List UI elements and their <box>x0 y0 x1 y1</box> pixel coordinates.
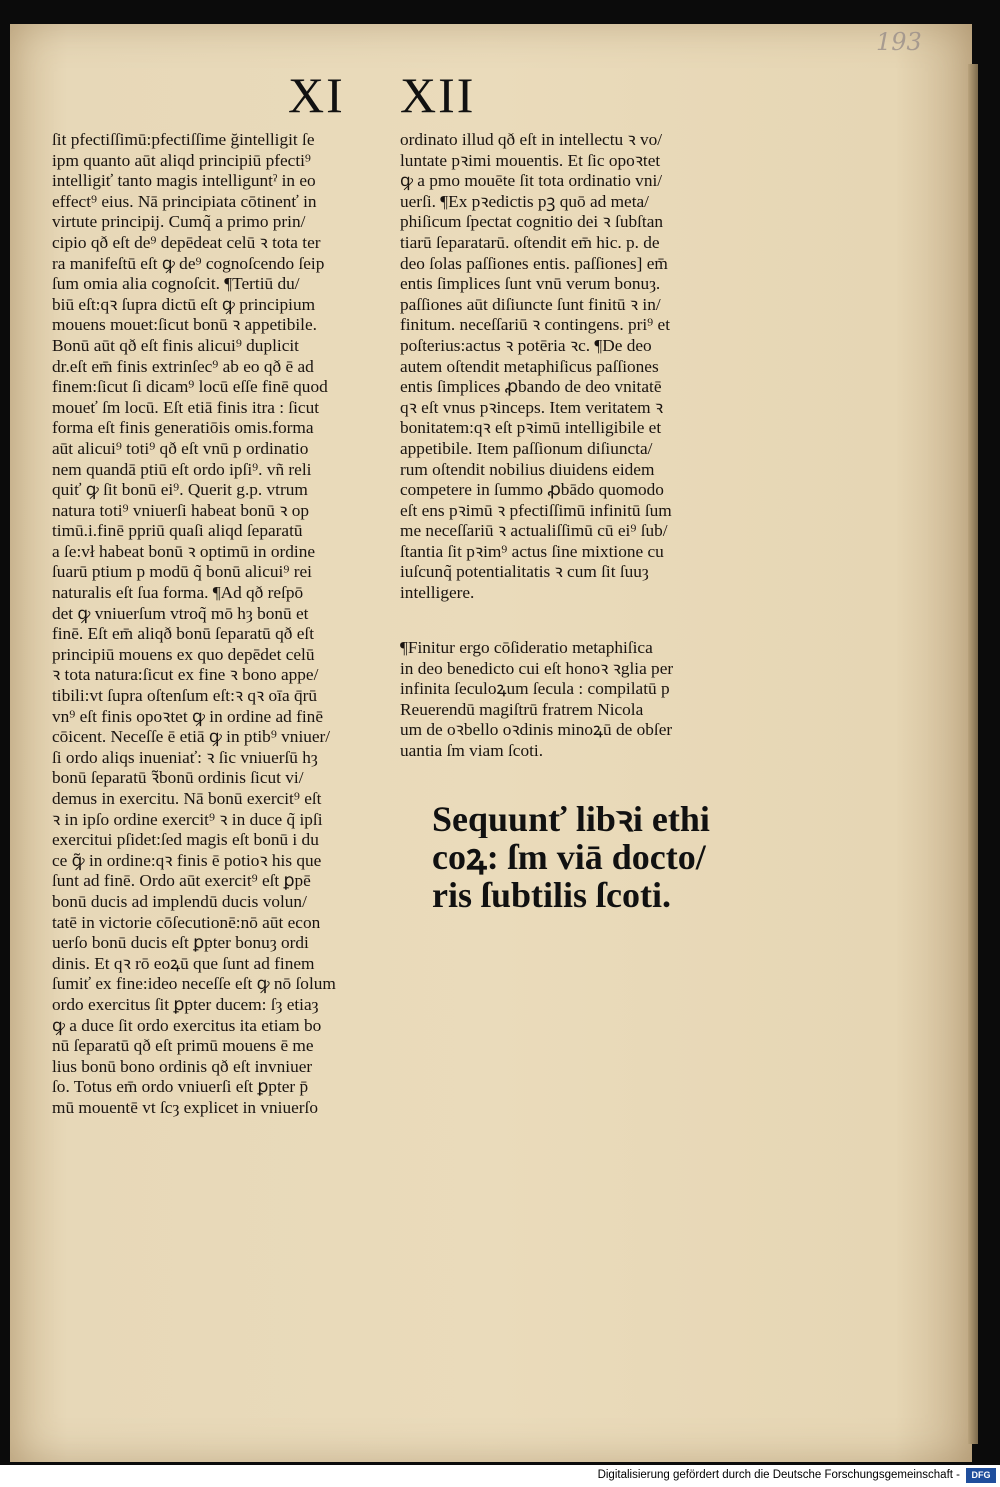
text-line: ꝙ a pmo mouēte ſit tota ordinatio vni/ <box>400 171 663 191</box>
text-line: tibili:vt ſupra oſtenſum eſt:ꝛ qꝛ oīa q̄rū <box>52 686 318 706</box>
footer-bar <box>0 1465 1000 1487</box>
text-line: quiť ꝙ ſit bonū ei⁹. Querit g.p. vtrum <box>52 480 308 500</box>
text-line: principiū mouens ex quo depēdet celū <box>52 644 315 664</box>
section-heading <box>432 800 742 914</box>
text-line: effect⁹ eius. Nā principiata cōtinenť in <box>52 191 317 211</box>
text-line: phiſicum ſpectat cognitio dei ꝛ ſubſtan <box>400 212 664 232</box>
text-line: bonū ſeparatū ꝛ̃bonū ordinis ſicut vi/ <box>52 768 304 788</box>
text-line: dinis. Et qꝛ rō eoꝝū que ſunt ad finem <box>52 953 315 973</box>
text-line: iuſcunq̃ potentialitatis ꝛ cum ſit ſuuȝ <box>400 562 649 582</box>
colophon-line: infinita ſeculoꝝum ſecula : compilatū p <box>400 679 670 699</box>
text-line: ſuarū ptium p modū q̃ bonū alicui⁹ rei <box>52 562 312 582</box>
text-line: ſum omia alia cognoſcit. ¶Tertiū du/ <box>52 274 300 294</box>
text-line: det ꝙ vniuerſum vtroq̃ mō hȝ bonū et <box>52 603 309 623</box>
text-line: eſt ens pꝛimū ꝛ pfectiſſimū infinitū ſum <box>400 500 672 520</box>
text-line: vn⁹ eſt finis opoꝛtet ꝙ in ordine ad finē <box>52 706 323 726</box>
text-line: uerſi. ¶Ex pꝛedictis pꝫ quō ad meta/ <box>400 191 649 211</box>
text-line: entis ſimplices ſunt vnū verum bonuȝ. <box>400 274 661 294</box>
colophon-line: uantia ſm viam ſcoti. <box>400 740 544 760</box>
dfg-logo: DFG <box>966 1468 996 1483</box>
text-line: uerſo bonū ducis eſt ꝑpter bonuȝ ordi <box>52 933 309 953</box>
text-line: ſumiť ex fine:ideo neceſſe eſt ꝙ nō ſolum <box>52 974 336 994</box>
text-line: competere in ſummo ꝓbādo quomodo <box>400 480 664 500</box>
text-line: autem oſtendit metaphiſicus paſſiones <box>400 356 659 376</box>
text-line: poſterius:actus ꝛ potēria ꝛc. ¶De deo <box>400 335 652 355</box>
colophon-line: um de oꝛbello oꝛdinis minoꝝū de obſer <box>400 720 673 740</box>
text-line: ſi ordo aliqs inueniať: ꝛ ſic vniuerſū hȝ <box>52 747 318 767</box>
text-line: Bonū aūt qð eſt finis alicui⁹ duplicit <box>52 335 299 355</box>
funding-notice: Digitalisierung gefördert durch die Deutsche Forschungsgemeinschaft - <box>597 1469 960 1481</box>
text-line: mouens mouet:ſicut bonū ꝛ appetibile. <box>52 315 317 335</box>
text-line: ſunt ad finē. Ordo aūt exercit⁹ eſt ꝑpē <box>52 871 311 891</box>
text-line: tiarū ſeparatarū. oſtendit em̄ hic. p. de <box>400 232 660 252</box>
text-line: ꝙ a duce ſit ordo exercitus ita etiam bo <box>52 1015 322 1035</box>
text-line: exercitui pſidet:ſed magis eſt bonū i du <box>52 830 319 850</box>
text-line: ordo exercitus ſit ꝑpter ducem: ſȝ etiaȝ <box>52 994 319 1014</box>
text-line: bonitatem:qꝛ eſt pꝛimū intelligibile et <box>400 418 662 438</box>
text-line: ordinato illud qð eſt in intellectu ꝛ vo/ <box>400 130 663 149</box>
left-text-column <box>52 130 382 1119</box>
text-line: intelligiť tanto magis intelliguntˀ in eo <box>52 171 316 191</box>
text-line: cipio qð eſt de⁹ depēdeat celū ꝛ tota ter <box>52 232 321 252</box>
page-edge <box>968 64 978 1444</box>
column-header-right: XII <box>400 67 476 123</box>
text-line: mū mouentē vt ſcȝ explicet in vniuerſo <box>52 1097 318 1117</box>
text-line: demus in exercitu. Nā bonū exercit⁹ eſt <box>52 789 322 808</box>
text-line: virtute principij. Cumq̃ a primo prin/ <box>52 212 306 232</box>
text-line: appetibile. Item paſſionum diſiuncta/ <box>400 438 653 458</box>
text-line: qꝛ eſt vnus pꝛinceps. Item veritatem ꝛ <box>400 397 664 417</box>
text-line: finem:ſicut ſi dicam⁹ locū eſſe finē quod <box>52 377 328 397</box>
text-line: nū ſeparatū qð eſt primū mouens ē me <box>52 1036 314 1056</box>
text-line: finē. Eſt em̄ aliqð bonū ſeparatū qð eſt <box>52 624 315 644</box>
text-line: lius bonū bono ordinis qð eſt invniuer <box>52 1056 313 1076</box>
text-line: nem quandā ptiū eſt ordo ipſi⁹. vñ reli <box>52 459 312 479</box>
text-line: tatē in victorie cōſecutionē:nō aūt econ <box>52 912 321 932</box>
text-line: dr.eſt em̄ finis extrinſec⁹ ab eo qð ē ad <box>52 356 314 376</box>
text-line: finitum. neceſſariū ꝛ contingens. pri⁹ et <box>400 315 671 335</box>
text-line: aūt alicui⁹ toti⁹ qð eſt vnū p ordinatio <box>52 438 309 458</box>
text-line: ce ꝙ̃ in ordine:qꝛ finis ē potioꝛ his que <box>52 850 322 870</box>
text-line: cōicent. Neceſſe ē etiā ꝙ in ptib⁹ vniuer/ <box>52 727 331 747</box>
text-line: ſo. Totus em̄ ordo vniuerſi eſt ꝑpter p̄ <box>52 1077 309 1097</box>
colophon-line: in deo benedicto cui eſt honoꝛ ꝛglia per <box>400 658 674 678</box>
text-line: deo ſolas paſſiones entis. paſſiones] em̄ <box>400 253 668 273</box>
text-line: ꝛ tota natura:ſicut ex fine ꝛ bono appe/ <box>52 665 319 685</box>
text-line: ſtantia ſit pꝛim⁹ actus ſine mixtione cu <box>400 541 664 561</box>
text-line: me neceſſariū ꝛ actualiſſimū cū ei⁹ ſub/ <box>400 521 668 541</box>
text-line: intelligere. <box>400 583 475 603</box>
right-text-column <box>400 130 730 604</box>
text-line: moueť ſm locū. Eſt etiā finis itra : ſicut <box>52 397 320 417</box>
folio-number: 193 <box>876 28 922 56</box>
text-line: bonū ducis ad implendū ducis volun/ <box>52 891 307 911</box>
text-line: biū eſt:qꝛ ſupra dictū eſt ꝙ principium <box>52 294 316 314</box>
column-header-left: XI <box>288 67 345 123</box>
colophon-line: Reuerendū magiſtrū fratrem Nicola <box>400 699 644 719</box>
heading-line: coꝝ: ſm viā docto/ <box>432 838 706 876</box>
colophon <box>400 638 730 762</box>
heading-line: ris ſubtilis ſcoti. <box>432 876 672 914</box>
heading-line: Sequunť libꝛi ethi <box>432 800 710 838</box>
text-line: entis ſimplices ꝓbando de deo vnitatē <box>400 377 662 397</box>
text-line: rum oſtendit nobilius diuidens eidem <box>400 459 655 479</box>
text-line: luntate pꝛimi mouentis. Et ſic opoꝛtet <box>400 150 661 170</box>
text-line: ra manifeſtū eſt ꝙ de⁹ cognoſcendo ſeip <box>52 253 325 273</box>
text-line: ſit pfectiſſimū:pfectiſſime ğintelligit ſe <box>52 130 315 149</box>
text-line: timū.i.finē ppriū quaſi aliqd ſeparatū <box>52 521 303 541</box>
text-line: ipm quanto aūt aliqd principiū pfecti⁹ <box>52 150 311 170</box>
text-line: naturalis eſt ſua forma. ¶Ad qð reſpō <box>52 583 304 603</box>
text-line: ꝛ in ipſo ordine exercit⁹ ꝛ in duce q̃ ipſi <box>52 809 323 829</box>
text-line: paſſiones aūt diſiuncte ſunt finitū ꝛ in/ <box>400 294 661 314</box>
text-line: forma eſt finis generatiōis omis.forma <box>52 418 314 438</box>
colophon-line: ¶Finitur ergo cōſideratio metaphiſica <box>400 638 653 657</box>
text-line: a ſe:vł habeat bonū ꝛ optimū in ordine <box>52 541 316 561</box>
text-line: natura toti⁹ vniuerſi habeat bonū ꝛ op <box>52 500 310 520</box>
